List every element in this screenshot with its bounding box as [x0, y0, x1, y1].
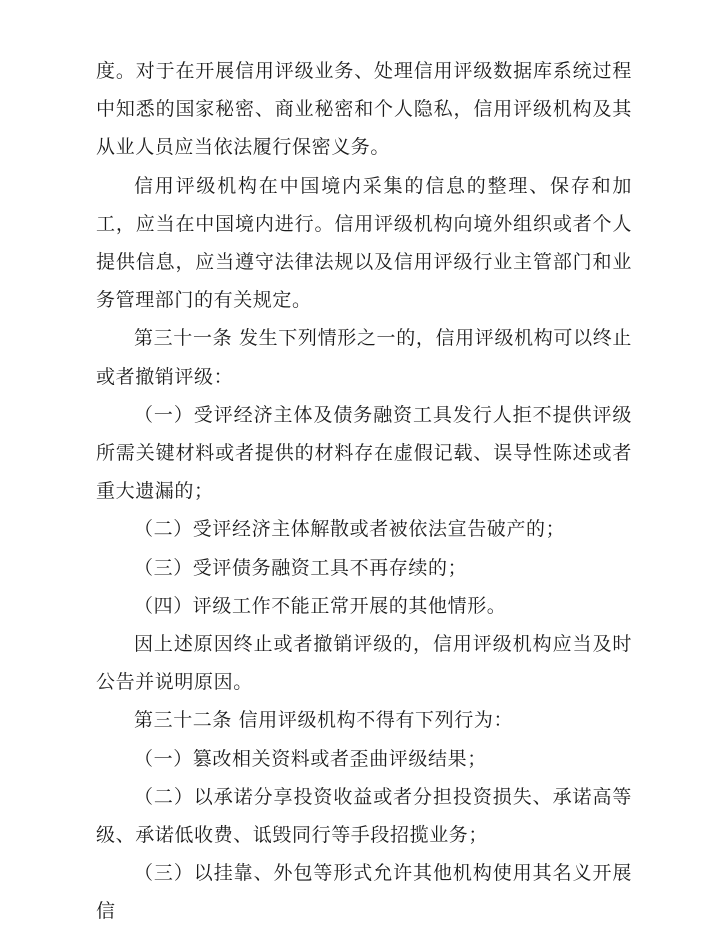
article-31-heading: 第三十一条 发生下列情形之一的，信用评级机构可以终止或者撤销评级： — [96, 327, 632, 388]
list-item: （一）受评经济主体及债务融资工具发行人拒不提供评级所需关键材料或者提供的材料存在虚假记载、误导性陈述或者重大遗漏的； — [96, 403, 632, 503]
list-item: （二）受评经济主体解散或者被依法宣告破产的； — [134, 518, 566, 541]
list-item: （一）篡改相关资料或者歪曲评级结果； — [134, 747, 487, 770]
list-item: （二）以承诺分享投资收益或者分担投资损失、承诺高等级、承诺低收费、诋毁同行等手段招揽业务； — [96, 785, 632, 847]
list-item: （三）以挂靠、外包等形式允许其他机构使用其名义开展信 — [96, 862, 632, 923]
paragraph-termination-notice: 因上述原因终止或者撤销评级的，信用评级机构应当及时公告并说明原因。 — [96, 633, 632, 694]
paragraph-data-localization: 信用评级机构在中国境内采集的信息的整理、保存和加工，应当在中国境内进行。信用评级机构向境外组织或者个人提供信息，应当遵守法律法规以及信用评级行业主管部门和业务管理部门的有关规定。 — [96, 174, 632, 312]
list-item: （三）受评债务融资工具不再存续的； — [134, 556, 468, 579]
list-item: （四）评级工作不能正常开展的其他情形。 — [134, 594, 507, 617]
paragraph-continuation: 度。对于在开展信用评级业务、处理信用评级数据库系统过程中知悉的国家秘密、商业秘密和个人隐私，信用评级机构及其从业人员应当依法履行保密义务。 — [96, 60, 632, 159]
article-32-heading: 第三十二条 信用评级机构不得有下列行为： — [134, 709, 514, 732]
document-page — [96, 52, 632, 931]
